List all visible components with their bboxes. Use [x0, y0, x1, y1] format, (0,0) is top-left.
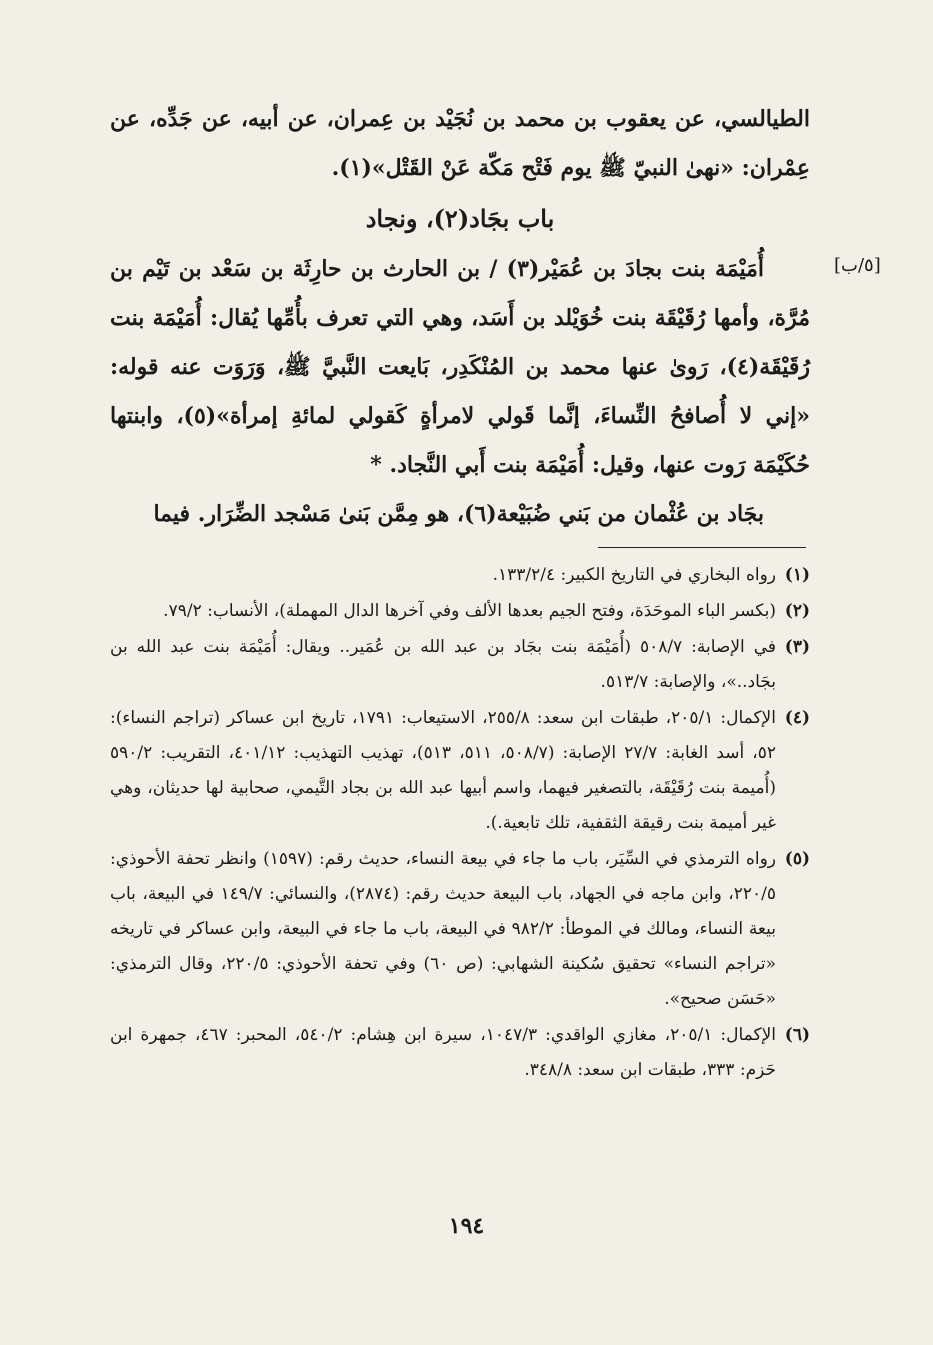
footnote — [110, 701, 810, 841]
footnote-text: الإكمال: ٢٠٥/١، طبقات ابن سعد: ٢٥٥/٨، الاستيعاب: ١٧٩١، تاريخ ابن عساكر (تراجم النساء): ٥٢، أسد الغابة: ٢٧/٧ الإصابة: (٥٠٨/٧، ٥١١، ٥١٣)، تهذيب التهذيب: ٤٠١/١٢، التقريب: ٥٩٠/٢ (أُميمة بنت رُقَيْقَة، بالتصغير فيهما، واسم أبيها عبد الله بن بجاد التَّيمي، صحابية لها حديثان، وهي غير أميمة بنت رقيقة الثقفية، تلك تابعية.). — [110, 708, 777, 833]
footnote — [110, 630, 810, 700]
footnote — [110, 558, 810, 593]
main-text — [110, 95, 810, 539]
footnote-number: (٥) — [784, 849, 810, 869]
footnote — [110, 1018, 810, 1088]
footnote-text: في الإصابة: ٥٠٨/٧ (أُمَيْمَة بنت بجَاد بن عبد الله بن عُمَير.. ويقال: أُمَيْمَة بنت عبد الله بن بجَاد..»، والإصابة: ٥١٣/٧. — [110, 637, 776, 692]
paragraph-hadith: الطيالسي، عن يعقوب بن محمد بن نُجَيْد بن عِمران، عن أبيه، عن جَدِّه، عن عِمْران: «نهىٰ النبيّ ﷺ يوم فَتْح مَكّة عَنْ القَتْل»(١). — [110, 106, 810, 181]
footnote-number: (١) — [784, 565, 810, 585]
footnote — [110, 594, 810, 629]
footnote-number: (٦) — [784, 1025, 810, 1045]
footnote-number: (٤) — [784, 708, 810, 728]
catchword: فيما — [153, 501, 191, 527]
footnote-number: (٣) — [784, 637, 810, 657]
footnotes — [110, 558, 810, 1089]
footnote-separator — [598, 547, 806, 548]
paragraph-umayma: أُمَيْمَة بنت بجادَ بن عُمَيْر(٣) / بن الحارث بن حارِثَة بن سَعْد بن تَيْم بن مُرَّة، وأمها رُقَيْقَة بنت خُوَيْلد بن أَسَد، وهي التي تعرف بأُمِّها يُقال: أُمَيْمَة بنت رُقَيْقَة(٤)، رَوىٰ عنها محمد بن المُنْكَدِر، بَايعت النَّبيَّ ﷺ، وَرَوَت عنه قوله: «إني لا أُصافحُ النِّساءَ، إنَّما قَولي لامرأةٍ كَقولي لمائةِ إمرأة»(٥)، وابنتها حُكَيْمَة رَوت عنها، وقيل: أُمَيْمَة بنت أَبي النَّجاد. * — [110, 256, 810, 478]
footnote-text: (بكسر الباء الموحَدَة، وفتح الجيم بعدها الألف وفي آخرها الدال المهملة)، الأنساب: ٧٩/٢. — [163, 601, 776, 621]
manuscript-folio-reference: [٥/ب] — [834, 255, 881, 276]
paragraph-bijad-text: بجَاد بن عُثْمان من بَني ضُبَيْعة(٦)، هو مِمَّن بَنىٰ مَسْجد الضِّرَار. — [197, 501, 764, 527]
page-number: ١٩٤ — [448, 1213, 485, 1239]
chapter-heading: باب بجَاد(٢)، ونجاد — [365, 204, 555, 233]
paragraph-bijad — [110, 490, 810, 539]
footnote-text: رواه الترمذي في السِّيَر، باب ما جاء في بيعة النساء، حديث رقم: (١٥٩٧) وانظر تحفة الأحوذي: ٢٢٠/٥، وابن ماجه في الجهاد، باب البيعة حديث رقم: (٢٨٧٤)، والنسائي: ١٤٩/٧ في البيعة، باب بيعة النساء، ومالك في الموطأ: ٩٨٢/٢ في البيعة، باب ما جاء في البيعة، وابن عساكر في تاريخه «تراجم النساء» تحقيق سُكينة الشهابي: (ص ٦٠) وفي تحفة الأحوذي: ٢٢٠/٥، وقال الترمذي: «حَسَن صحيح». — [110, 849, 777, 1009]
footnote-text: الإكمال: ٢٠٥/١، مغازي الواقدي: ١٠٤٧/٣، سيرة ابن هِشام: ٥٤٠/٢، المحبر: ٤٦٧، جمهرة ابن حَزم: ٣٣٣، طبقات ابن سعد: ٣٤٨/٨. — [110, 1025, 776, 1080]
footnote-text: رواه البخاري في التاريخ الكبير: ١٣٣/٢/٤. — [492, 565, 776, 585]
footnote-number: (٢) — [784, 601, 810, 621]
footnote — [110, 842, 810, 1017]
